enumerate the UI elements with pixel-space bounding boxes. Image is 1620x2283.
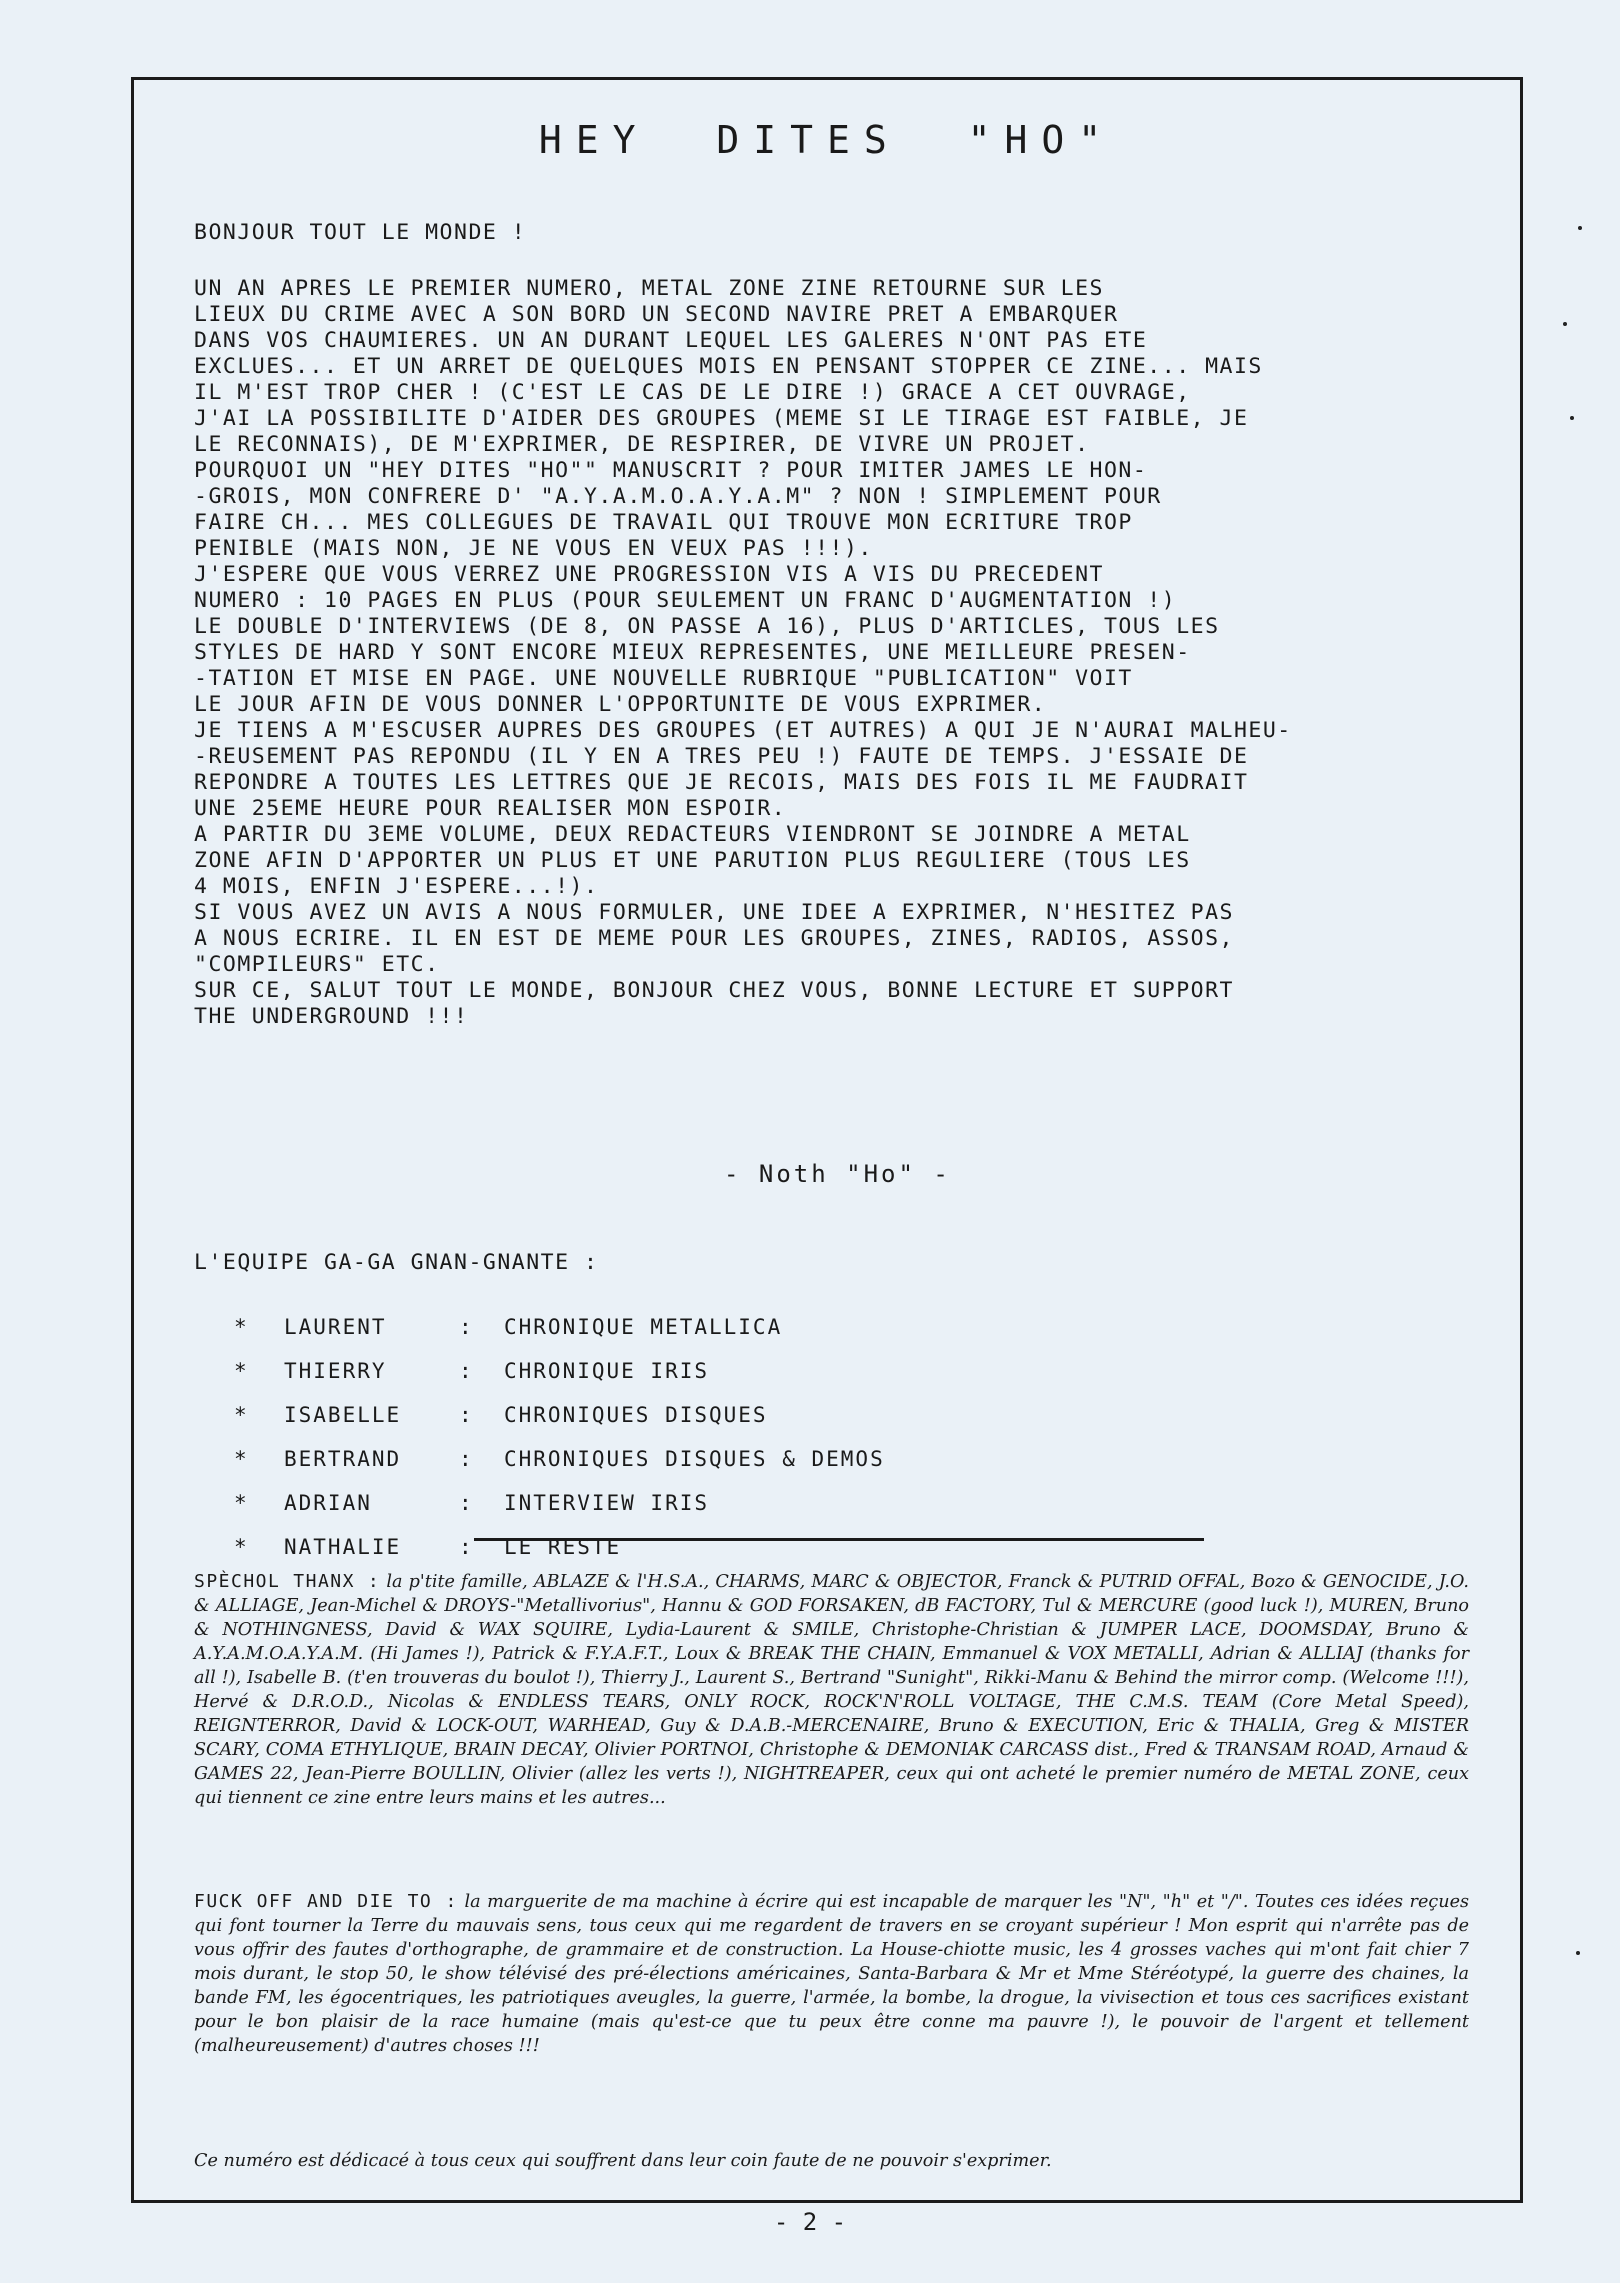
team-member-row xyxy=(234,1437,1134,1481)
intro-line: STYLES DE HARD Y SONT ENCORE MIEUX REPRESENTES, UNE MEILLEURE PRESEN- xyxy=(194,640,1191,665)
team-member-row xyxy=(234,1393,1134,1437)
team-member-role: CHRONIQUE METALLICA xyxy=(504,1315,783,1339)
thanks-text: la p'tite famille, ABLAZE & l'H.S.A., CHARMS, MARC & OBJECTOR, Franck & PUTRID OFFAL, Bozo & GENOCIDE, J.O. & ALLIAGE, Jean-Michel & DROYS-"Metallivorius", Hannu & GOD FORSAKEN, dB FACTORY, Tul & MERCURE (good luck !), MUREN, Bruno & NOTHINGNESS, David & WAX SQUIRE, Lydia-Laurent & SMILE, Christophe-Christian & JUMPER LACE, DOOMSDAY, Bruno & A.Y.A.M.O.A.Y.A.M. (Hi James !), Patrick & F.Y.A.F.T., Loux & BREAK THE CHAIN, Emmanuel & VOX METALLI, Adrian & ALLIAJ (thanks for all !), Isabelle B. (t'en trouveras du boulot !), Thierry J., Laurent S., Bertrand "Sunight", Rikki-Manu & Behind the mirror comp. (Welcome !!!), Hervé & D.R.O.D., Nicolas & ENDLESS TEARS, ONLY ROCK, ROCK'N'ROLL VOLTAGE, THE C.M.S. TEAM (Core Metal Speed), REIGNTERROR, David & LOCK-OUT, WARHEAD, Guy & D.A.B.-MERCENAIRE, Bruno & EXECUTION, Eric & THALIA, Greg & MISTER SCARY, COMA ETHYLIQUE, BRAIN DECAY, Olivier PORTNOI, Christophe & DEMONIAK CARCASS dist., Fred & TRANSAM ROAD, Arnaud & GAMES 22, Jean-Pierre BOULLIN, Olivier (allez les verts !), NIGHTREAPER, ceux qui ont acheté le premier numéro de METAL ZONE, ceux qui tiennent ce zine entre leurs mains et les autres... xyxy=(194,1572,1470,1808)
team-member-role: CHRONIQUES DISQUES xyxy=(504,1403,768,1427)
intro-line: NUMERO : 10 PAGES EN PLUS (POUR SEULEMENT UN FRANC D'AUGMENTATION !) xyxy=(194,588,1177,613)
team-separator: : xyxy=(459,1359,474,1383)
signature: - Noth "Ho" - xyxy=(724,1160,951,1188)
intro-line: REPONDRE A TOUTES LES LETTRES QUE JE RECOIS, MAIS DES FOIS IL ME FAUDRAIT xyxy=(194,770,1249,795)
intro-line: LE DOUBLE D'INTERVIEWS (DE 8, ON PASSE A 16), PLUS D'ARTICLES, TOUS LES xyxy=(194,614,1220,639)
intro-line: SI VOUS AVEZ UN AVIS A NOUS FORMULER, UNE IDEE A EXPRIMER, N'HESITEZ PAS xyxy=(194,900,1234,925)
team-member-name: ADRIAN xyxy=(284,1491,372,1515)
thanks-section xyxy=(194,1570,1469,1810)
page-title: HEY DITES "HO" xyxy=(538,118,1116,162)
team-separator: : xyxy=(459,1535,474,1559)
intro-line: UNE 25EME HEURE POUR REALISER MON ESPOIR. xyxy=(194,796,787,821)
team-member-row xyxy=(234,1349,1134,1393)
intro-line: PENIBLE (MAIS NON, JE NE VOUS EN VEUX PAS !!!). xyxy=(194,536,873,561)
team-member-name: ISABELLE xyxy=(284,1403,402,1427)
intro-line: EXCLUES... ET UN ARRET DE QUELQUES MOIS EN PENSANT STOPPER CE ZINE... MAIS xyxy=(194,354,1263,379)
team-bullet: * xyxy=(234,1447,249,1471)
team-heading: L'EQUIPE GA-GA GNAN-GNANTE : xyxy=(194,1250,599,1275)
team-bullet: * xyxy=(234,1359,249,1383)
intro-line: FAIRE CH... MES COLLEGUES DE TRAVAIL QUI TROUVE MON ECRITURE TROP xyxy=(194,510,1133,535)
intro-line: -GROIS, MON CONFRERE D' "A.Y.A.M.O.A.Y.A.M" ? NON ! SIMPLEMENT POUR xyxy=(194,484,1162,509)
fuck-off-section xyxy=(194,1890,1469,2058)
speck xyxy=(1578,226,1582,230)
page-border xyxy=(131,77,1523,2203)
team-member-role: CHRONIQUE IRIS xyxy=(504,1359,710,1383)
intro-line: J'AI LA POSSIBILITE D'AIDER DES GROUPES (MEME SI LE TIRAGE EST FAIBLE, JE xyxy=(194,406,1249,431)
section-divider xyxy=(474,1538,1204,1541)
team-member-role: LE RESTE xyxy=(504,1535,622,1559)
intro-line: UN AN APRES LE PREMIER NUMERO, METAL ZONE ZINE RETOURNE SUR LES xyxy=(194,276,1104,301)
team-separator: : xyxy=(459,1315,474,1339)
team-member-name: BERTRAND xyxy=(284,1447,402,1471)
team-separator: : xyxy=(459,1403,474,1427)
team-bullet: * xyxy=(234,1315,249,1339)
intro-line: LE RECONNAIS), DE M'EXPRIMER, DE RESPIRER, DE VIVRE UN PROJET. xyxy=(194,432,1090,457)
speck xyxy=(1576,1951,1580,1955)
intro-line: J'ESPERE QUE VOUS VERREZ UNE PROGRESSION VIS A VIS DU PRECEDENT xyxy=(194,562,1104,587)
page-number: - 2 - xyxy=(773,2208,847,2236)
thanks-lead: SPÈCHOL THANX : xyxy=(194,1571,381,1592)
intro-line: -REUSEMENT PAS REPONDU (IL Y EN A TRES PEU !) FAUTE DE TEMPS. J'ESSAIE DE xyxy=(194,744,1249,769)
intro-line: THE UNDERGROUND !!! xyxy=(194,1004,469,1029)
team-member-name: NATHALIE xyxy=(284,1535,402,1559)
team-member-role: INTERVIEW IRIS xyxy=(504,1491,710,1515)
team-member-name: LAURENT xyxy=(284,1315,387,1339)
speck xyxy=(1570,416,1574,420)
intro-line: A NOUS ECRIRE. IL EN EST DE MEME POUR LES GROUPES, ZINES, RADIOS, ASSOS, xyxy=(194,926,1234,951)
team-member-name: THIERRY xyxy=(284,1359,387,1383)
team-member-row xyxy=(234,1481,1134,1525)
intro-text xyxy=(194,276,1464,1030)
intro-line: DANS VOS CHAUMIERES. UN AN DURANT LEQUEL LES GALERES N'ONT PAS ETE xyxy=(194,328,1148,353)
intro-line: LIEUX DU CRIME AVEC A SON BORD UN SECOND NAVIRE PRET A EMBARQUER xyxy=(194,302,1119,327)
intro-line: JE TIENS A M'ESCUSER AUPRES DES GROUPES (ET AUTRES) A QUI JE N'AURAI MALHEU- xyxy=(194,718,1292,743)
intro-line: IL M'EST TROP CHER ! (C'EST LE CAS DE LE DIRE !) GRACE A CET OUVRAGE, xyxy=(194,380,1191,405)
team-list xyxy=(234,1305,1134,1569)
team-separator: : xyxy=(459,1491,474,1515)
intro-line: SUR CE, SALUT TOUT LE MONDE, BONJOUR CHEZ VOUS, BONNE LECTURE ET SUPPORT xyxy=(194,978,1234,1003)
speck xyxy=(1563,322,1567,326)
fuck-off-text: la marguerite de ma machine à écrire qui est incapable de marquer les "N", "h" et "/". Toutes ces idées reçues qui font tourner la Terre du mauvais sens, tous ceux qui me regardent de travers en se croyant supérieur ! Mon esprit qui n'arrête pas de vous offrir des fautes d'orthographe, de grammaire et de construction. La House-chiotte music, les 4 grosses vaches qui m'ont fait chier 7 mois durant, le stop 50, le show télévisé des pré-élections américaines, Santa-Barbara & Mr et Mme Stéréotypé, la guerre des chaines, la bande FM, les égocentriques, les patriotiques aveugles, la guerre, l'armée, la bombe, la drogue, la vivisection et tous ces sacrifices existant pour le bon plaisir de la race humaine (mais qu'est-ce que tu peux être conne ma pauvre !), le pouvoir de l'argent et tellement (malheureusement) d'autres choses !!! xyxy=(194,1892,1470,2056)
fuck-off-lead: FUCK OFF AND DIE TO : xyxy=(194,1891,458,1912)
intro-line: POURQUOI UN "HEY DITES "HO"" MANUSCRIT ? POUR IMITER JAMES LE HON- xyxy=(194,458,1148,483)
team-member-row xyxy=(234,1305,1134,1349)
intro-line: LE JOUR AFIN DE VOUS DONNER L'OPPORTUNITE DE VOUS EXPRIMER. xyxy=(194,692,1047,717)
team-bullet: * xyxy=(234,1403,249,1427)
greeting: BONJOUR TOUT LE MONDE ! xyxy=(194,220,527,245)
intro-line: ZONE AFIN D'APPORTER UN PLUS ET UNE PARUTION PLUS REGULIERE (TOUS LES xyxy=(194,848,1191,873)
intro-line: "COMPILEURS" ETC. xyxy=(194,952,440,977)
team-member-role: CHRONIQUES DISQUES & DEMOS xyxy=(504,1447,885,1471)
team-member-row xyxy=(234,1525,1134,1569)
intro-line: A PARTIR DU 3EME VOLUME, DEUX REDACTEURS VIENDRONT SE JOINDRE A METAL xyxy=(194,822,1191,847)
team-bullet: * xyxy=(234,1535,249,1559)
team-separator: : xyxy=(459,1447,474,1471)
intro-line: -TATION ET MISE EN PAGE. UNE NOUVELLE RUBRIQUE "PUBLICATION" VOIT xyxy=(194,666,1133,691)
intro-line: 4 MOIS, ENFIN J'ESPERE...!). xyxy=(194,874,599,899)
team-bullet: * xyxy=(234,1491,249,1515)
dedication: Ce numéro est dédicacé à tous ceux qui souffrent dans leur coin faute de ne pouvoir s'exprimer. xyxy=(194,2151,1052,2171)
